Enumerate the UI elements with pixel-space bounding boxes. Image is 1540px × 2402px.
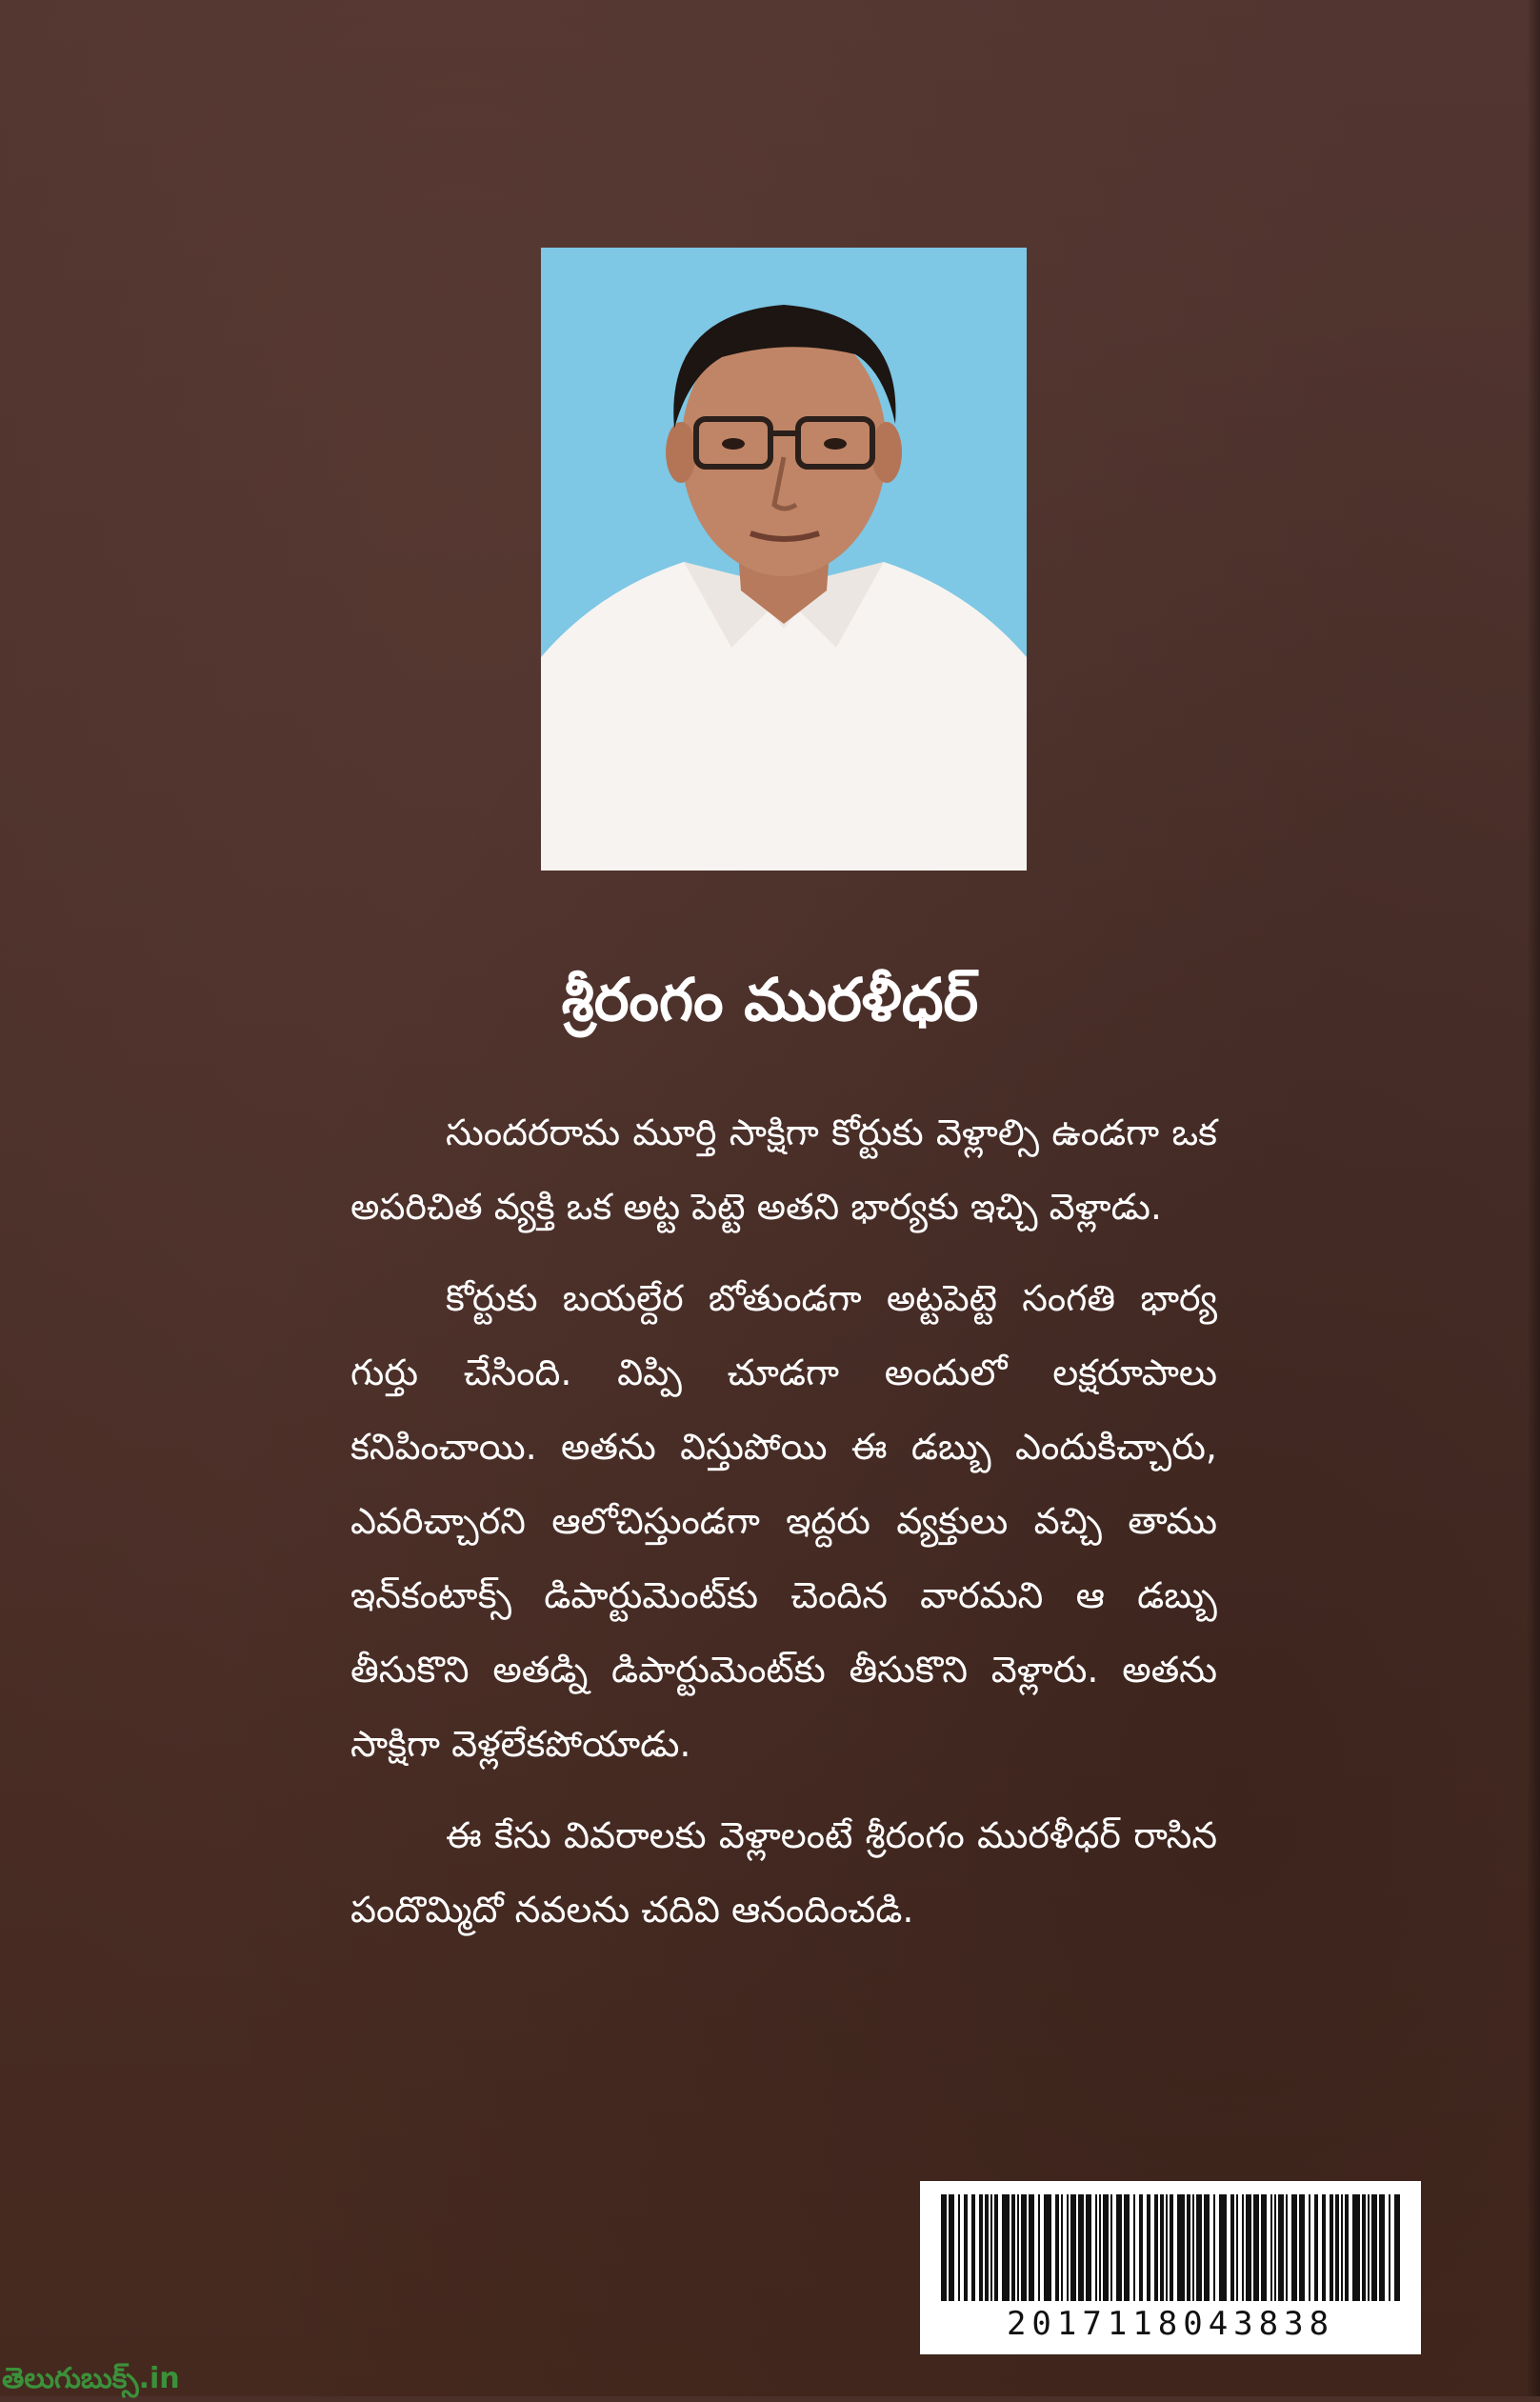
page-edge-shadow — [1527, 0, 1540, 2396]
author-name: శ్రీరంగం మురళీధర్ — [561, 965, 979, 1034]
blurb-paragraph: సుందరరామ మూర్తి సాక్షిగా కోర్టుకు వెళ్లాల్సి ఉండగా ఒక అపరిచిత వ్యక్తి ఒక అట్ట పెట్టె అతని భార్యకు ఇచ్చి వెళ్లాడు. — [350, 1111, 1217, 1228]
book-blurb — [350, 1095, 1217, 1964]
blurb-paragraph: ఈ కేసు వివరాలకు వెళ్లాలంటే శ్రీరంగం మురళీధర్ రాసిన పందొమ్మిదో నవలను చదివి ఆనందించడి. — [350, 1814, 1217, 1931]
blurb-paragraph: కోర్టుకు బయల్దేర బోతుండగా అట్టపెట్టె సంగతి భార్య గుర్తు చేసింది. విప్పి చూడగా అందులో లక్షరూపాలు కనిపించాయి. అతను విస్తుపోయి ఈ డబ్బు ఎందుకిచ్చారు, ఎవరిచ్చారని ఆలోచిస్తుండగా ఇద్దరు వ్యక్తులు వచ్చి తాము ఇన్‌కంటాక్స్ డిపార్టుమెంట్‌కు చెందిన వారమని ఆ డబ్బు తీసుకొని అతడ్ని డిపార్టుమెంట్‌కు తీసుకొని వెళ్లారు. అతను సాక్షిగా వెళ్లలేకపోయాడు. — [350, 1277, 1217, 1765]
barcode-bars-icon — [939, 2194, 1402, 2301]
isbn-barcode — [920, 2181, 1421, 2354]
watermark: తెలుగుబుక్స్.in — [2, 2362, 180, 2395]
author-photo — [541, 248, 1027, 871]
barcode-number: 2017118043838 — [1006, 2305, 1335, 2343]
